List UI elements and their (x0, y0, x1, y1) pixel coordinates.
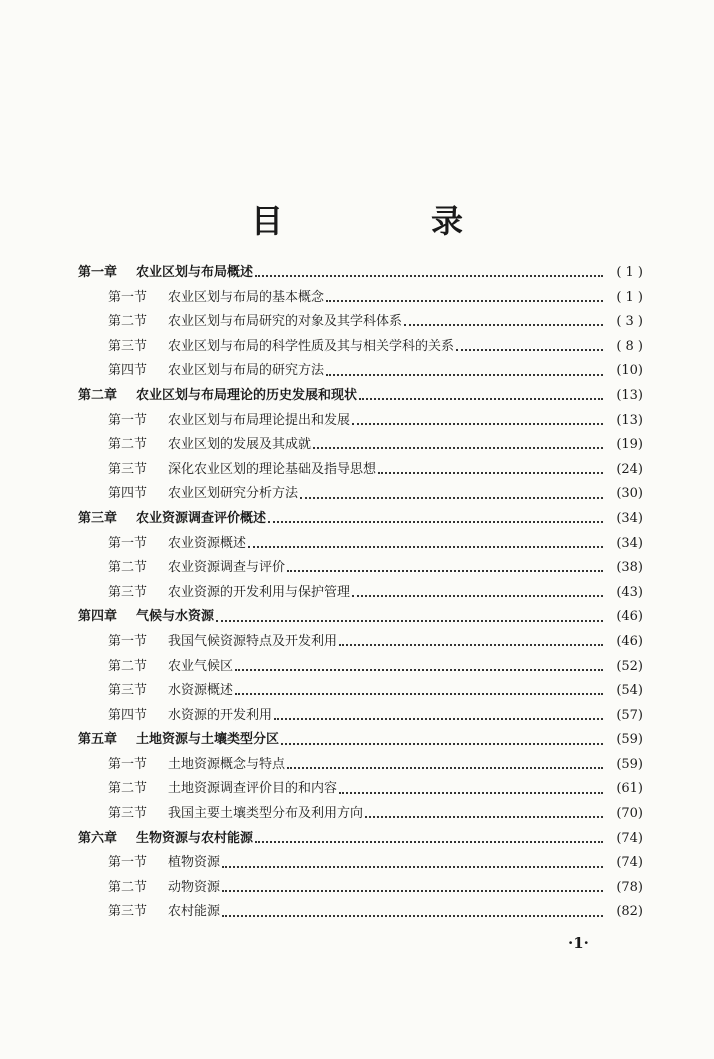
entry-page-number: ( 3 ) (616, 314, 643, 330)
entry-number: 第一节 (108, 412, 148, 428)
dot-leader (326, 300, 603, 302)
entry-number: 第三节 (108, 904, 148, 920)
entry-number: 第一节 (108, 535, 148, 551)
toc-section-entry (78, 532, 643, 557)
toc-section-entry (78, 310, 643, 335)
entry-page-number: (52) (616, 658, 643, 674)
toc-section-entry (78, 359, 643, 384)
dot-leader (326, 374, 603, 376)
entry-page-number: (34) (616, 510, 643, 526)
entry-title: 生物资源与农村能源 (136, 830, 254, 846)
entry-title: 我国主要土壤类型分布及利用方向 (168, 806, 364, 822)
toc-section-entry (78, 777, 643, 802)
entry-number: 第一节 (108, 855, 148, 871)
dot-leader (378, 472, 603, 474)
toc-section-entry (78, 753, 643, 778)
toc-section-entry (78, 655, 643, 680)
entry-title: 我国气候资源特点及开发利用 (168, 633, 338, 649)
entry-title: 农业资源概述 (168, 535, 247, 551)
entry-number: 第三章 (78, 510, 118, 526)
toc-section-entry (78, 458, 643, 483)
dot-leader (222, 866, 603, 868)
entry-number: 第三节 (108, 584, 148, 600)
entry-page-number: (59) (616, 732, 643, 748)
dot-leader (404, 324, 603, 326)
toc-section-entry (78, 851, 643, 876)
entry-title: 农业区划研究分析方法 (168, 486, 299, 502)
entry-number: 第三节 (108, 338, 148, 354)
dot-leader (235, 693, 603, 695)
entry-title: 农业区划与布局的研究方法 (168, 363, 325, 379)
dot-leader (287, 767, 603, 769)
toc-section-entry (78, 482, 643, 507)
entry-number: 第四章 (78, 609, 118, 625)
entry-page-number: (34) (616, 535, 643, 551)
dot-leader (339, 644, 603, 646)
dot-leader (281, 743, 603, 745)
entry-title: 农村能源 (168, 904, 221, 920)
entry-page-number: (57) (616, 707, 643, 723)
toc-chapter-entry (78, 728, 643, 753)
page-number: ·1· (568, 934, 589, 952)
dot-leader (365, 816, 603, 818)
entry-page-number: ( 1 ) (616, 265, 643, 280)
entry-number: 第三节 (108, 806, 148, 822)
dot-leader (268, 521, 603, 523)
dot-leader (216, 620, 603, 622)
entry-number: 第二节 (108, 437, 148, 453)
entry-title: 深化农业区划的理论基础及指导思想 (168, 461, 377, 477)
entry-number: 第四节 (108, 363, 148, 379)
entry-number: 第一节 (108, 289, 148, 305)
entry-page-number: (13) (616, 387, 643, 403)
toc-section-entry (78, 409, 643, 434)
toc-section-entry (78, 704, 643, 729)
entry-page-number: (38) (616, 560, 643, 576)
entry-title: 农业资源调查评价概述 (136, 510, 267, 526)
entry-number: 第四节 (108, 707, 148, 723)
toc-chapter-entry (78, 827, 643, 852)
toc-chapter-entry (78, 261, 643, 286)
entry-title: 农业区划与布局研究的对象及其学科体系 (168, 314, 403, 330)
entry-number: 第一章 (78, 265, 118, 280)
toc-section-entry (78, 581, 643, 606)
dot-leader (300, 497, 603, 499)
entry-title: 植物资源 (168, 855, 221, 871)
toc-section-entry (78, 335, 643, 360)
entry-title: 水资源概述 (168, 683, 234, 699)
dot-leader (255, 841, 603, 843)
dot-leader (352, 595, 603, 597)
entry-page-number: (70) (616, 806, 643, 822)
dot-leader (352, 423, 603, 425)
toc-section-entry (78, 556, 643, 581)
entry-page-number: (30) (616, 486, 643, 502)
toc-section-entry (78, 433, 643, 458)
entry-page-number: (74) (616, 855, 643, 871)
entry-number: 第二章 (78, 387, 118, 403)
entry-title: 土地资源与土壤类型分区 (136, 732, 280, 748)
dot-leader (255, 275, 603, 277)
entry-page-number: (74) (616, 830, 643, 846)
entry-page-number: (82) (616, 904, 643, 920)
dot-leader (456, 349, 603, 351)
dot-leader (313, 447, 603, 449)
toc-chapter-entry (78, 507, 643, 532)
dot-leader (274, 718, 603, 720)
entry-number: 第一节 (108, 633, 148, 649)
entry-number: 第二节 (108, 781, 148, 797)
entry-page-number: (54) (616, 683, 643, 699)
entry-page-number: (43) (616, 584, 643, 600)
table-of-contents (78, 261, 643, 925)
entry-title: 农业资源的开发利用与保护管理 (168, 584, 351, 600)
entry-page-number: (46) (616, 633, 643, 649)
entry-page-number: (10) (616, 363, 643, 379)
entry-page-number: (61) (616, 781, 643, 797)
entry-number: 第一节 (108, 756, 148, 772)
entry-number: 第四节 (108, 486, 148, 502)
entry-number: 第三节 (108, 683, 148, 699)
entry-title: 农业区划与布局概述 (136, 265, 254, 280)
entry-number: 第二节 (108, 658, 148, 674)
entry-title: 土地资源调查评价目的和内容 (168, 781, 338, 797)
entry-page-number: (46) (616, 609, 643, 625)
entry-title: 农业气候区 (168, 658, 234, 674)
entry-number: 第五章 (78, 732, 118, 748)
toc-section-entry (78, 630, 643, 655)
page-title: 目 录 (250, 202, 521, 240)
dot-leader (339, 792, 603, 794)
dot-leader (248, 546, 603, 548)
entry-number: 第六章 (78, 830, 118, 846)
entry-page-number: (13) (616, 412, 643, 428)
entry-title: 农业区划与布局理论的历史发展和现状 (136, 387, 358, 403)
entry-title: 农业区划与布局理论提出和发展 (168, 412, 351, 428)
entry-page-number: (59) (616, 756, 643, 772)
entry-number: 第三节 (108, 461, 148, 477)
toc-section-entry (78, 802, 643, 827)
entry-title: 水资源的开发利用 (168, 707, 273, 723)
entry-title: 农业资源调查与评价 (168, 560, 286, 576)
dot-leader (222, 890, 603, 892)
entry-title: 土地资源概念与特点 (168, 756, 286, 772)
toc-section-entry (78, 900, 643, 925)
toc-section-entry (78, 679, 643, 704)
dot-leader (235, 669, 603, 671)
entry-page-number: (19) (616, 437, 643, 453)
entry-number: 第二节 (108, 560, 148, 576)
dot-leader (359, 398, 603, 400)
entry-page-number: ( 1 ) (616, 289, 643, 305)
entry-page-number: (24) (616, 461, 643, 477)
entry-title: 气候与水资源 (136, 609, 215, 625)
entry-title: 农业区划与布局的科学性质及其与相关学科的关系 (168, 338, 455, 354)
toc-chapter-entry (78, 384, 643, 409)
entry-number: 第二节 (108, 879, 148, 895)
toc-section-entry (78, 876, 643, 901)
toc-section-entry (78, 286, 643, 311)
entry-title: 农业区划与布局的基本概念 (168, 289, 325, 305)
entry-page-number: ( 8 ) (616, 338, 643, 354)
entry-page-number: (78) (616, 879, 643, 895)
entry-number: 第二节 (108, 314, 148, 330)
dot-leader (287, 570, 603, 572)
entry-title: 动物资源 (168, 879, 221, 895)
entry-title: 农业区划的发展及其成就 (168, 437, 312, 453)
toc-chapter-entry (78, 605, 643, 630)
dot-leader (222, 915, 603, 917)
